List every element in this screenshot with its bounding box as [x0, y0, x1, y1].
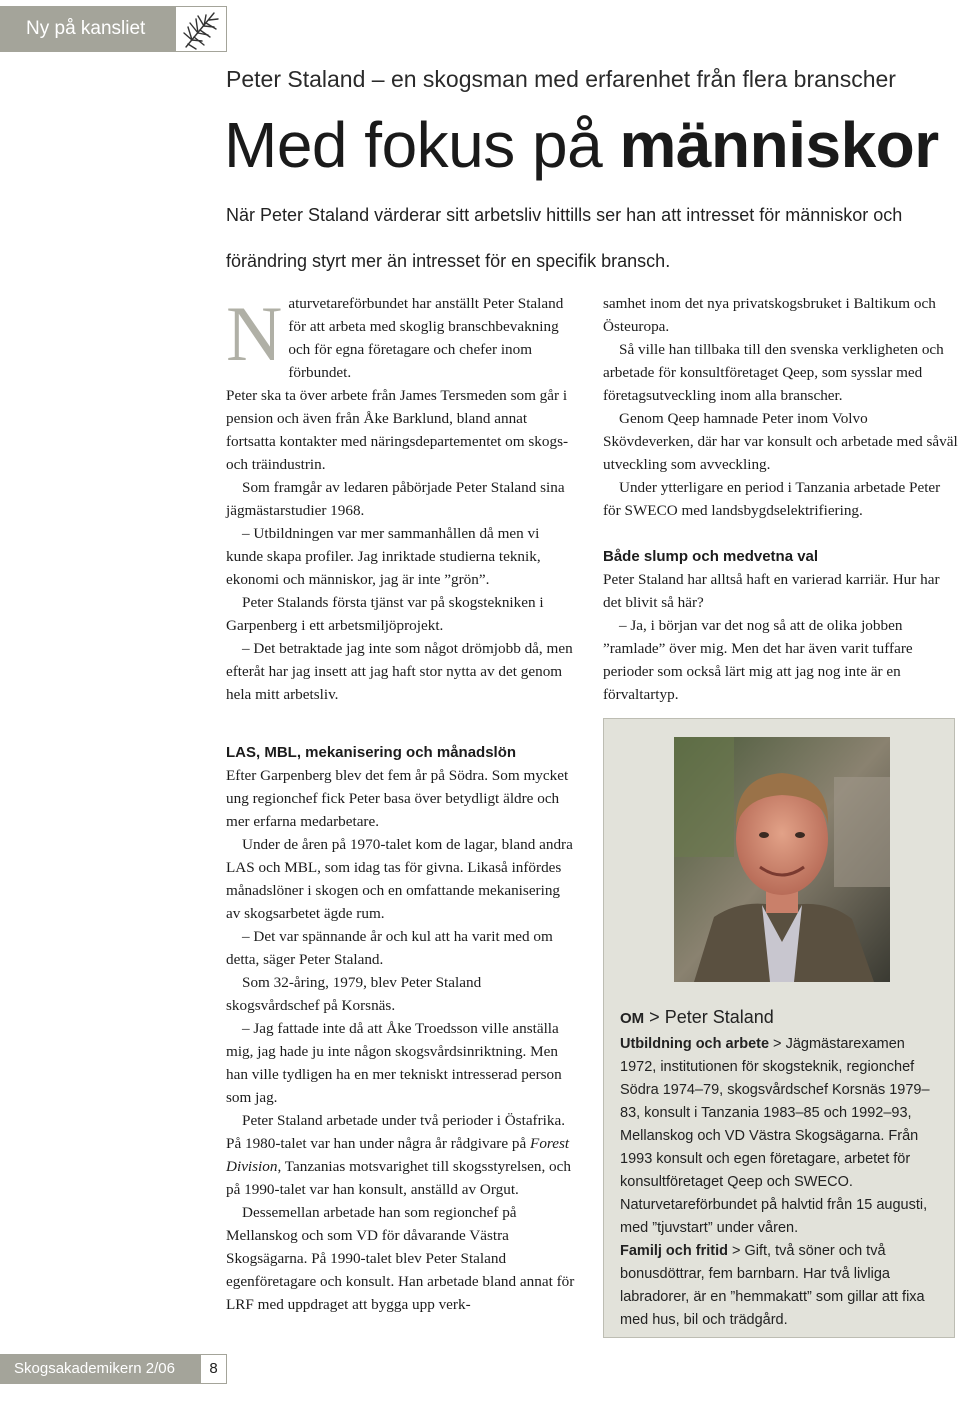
section-label: Ny på kansliet	[0, 6, 175, 52]
article-subtitle: Peter Staland – en skogsman med erfarenhet från flera branscher	[226, 66, 896, 92]
article-ingress: När Peter Staland värderar sitt arbetsliv hittills ser han att intresset för människor och förändring styrt mer än intresset för en specifik bransch.	[226, 205, 903, 271]
fact-text: Jägmästarexamen 1972, institutionen för skogsteknik, regionchef Södra 1974–79, skogsvårdschef Korsnäs 1979–83, konsult i Tanzania 1983–85 och 1992–93, Mellanskog och VD Västra Skogsägarna. Från 1993 konsult och egen företagare, arbetet för konsultföretaget Qeep och SWECO. Naturvetareförbundet på halvtid från 15 augusti, med ”tjuvstart” under våren.	[620, 1036, 930, 1236]
headline-bold: människor	[619, 109, 939, 181]
paragraph: – Ja, i början var det nog så att de olika jobben ”ramlade” över mig. Men det har även varit tuffare perioder som också lärt mig att jag nog inte är en förvaltartyp.	[603, 617, 913, 703]
paragraph: Peter Stalands första tjänst var på skogstekniken i Garpenberg i ett arbetsmiljöprojekt.	[226, 594, 544, 634]
article-headline	[224, 108, 939, 182]
paragraph: Så ville han tillbaka till den svenska verkligheten och arbetade för konsultföretaget Qeep, som sysslar med företagsutveckling inom alla branscher.	[603, 341, 944, 404]
section-heading: Både slump och medvetna val	[603, 548, 819, 565]
paragraph: – Jag fattade inte då att Åke Troedsson ville anställa mig, jag hade ju inte någon skogsvårdsinriktning. Men han ville tydligen ha en mer tekniskt intresserad person som jag.	[226, 1020, 562, 1106]
paragraph: – Utbildningen var mer sammanhållen då men vi kunde skapa profiler. Jag inriktade studierna teknik, ekonomi och människor, jag är inte ”grön”.	[226, 525, 541, 588]
paragraph: Efter Garpenberg blev det fem år på Södra. Som mycket ung regionchef fick Peter basa över betydligt äldre och mer erfarna medarbetare.	[226, 767, 569, 830]
text-run: , Tanzanias motsvarighet till skogsstyrelsen, och på 1990-talet var han konsult, anställd av Orgut.	[226, 1158, 571, 1198]
paragraph: Under de åren på 1970-talet kom de lagar, bland andra LAS och MBL, som idag tas för givna. Likaså infördes månadslöner i skogen och en omfattande mekanisering av skogsarbetet ägde rum.	[226, 836, 573, 922]
drop-cap: N	[226, 290, 283, 377]
body-column-2	[226, 730, 578, 1316]
paragraph: – Det betraktade jag inte som något drömjobb då, men efteråt har jag insett att jag haft stor nytta av det genom hela mitt arbetsliv.	[226, 640, 573, 703]
paragraph: Som 32-åring, 1979, blev Peter Staland skogsvårdschef på Korsnäs.	[226, 974, 482, 1014]
fact-box	[620, 1005, 940, 1332]
fact-person-name: Peter Staland	[664, 1007, 774, 1027]
separator: >	[769, 1036, 786, 1052]
page-number: 8	[200, 1354, 227, 1384]
journal-name: Skogsakademikern 2/06	[0, 1354, 200, 1384]
profile-panel	[603, 718, 955, 1338]
paragraph: Dessemellan arbetade han som regionchef på Mellanskog och som VD för dåvarande Västra Skogsägarna. På 1990-talet blev Peter Staland egenföretagare och konsult. Han arbetade bland annat för LRF med uppdraget att bygga upp verk-	[226, 1204, 575, 1313]
body-column-1	[226, 292, 578, 706]
italic-term: Forest Division	[226, 1135, 570, 1175]
paragraph: Genom Qeep hamnade Peter inom Volvo Skövdeverken, där har var konsult och arbetade med såväl utveckling som avveckling.	[603, 410, 958, 473]
fact-title	[620, 1005, 940, 1031]
fact-text: Gift, två söner och två bonusdöttrar, fem barnbarn. Har två livliga labradorer, är en ”hemmakatt” som gillar att fixa med hus, bil och trädgård.	[620, 1243, 925, 1328]
separator: >	[644, 1007, 665, 1027]
paragraph: Peter ska ta över arbete från James Tersmeden som går i pension och även från Åke Barklund, bland annat fortsatta kontakter med näringsdepartementet om skogs- och träindustrin.	[226, 387, 569, 473]
fact-label: Familj och fritid	[620, 1243, 728, 1259]
section-heading: LAS, MBL, mekanisering och månadslön	[226, 744, 517, 761]
om-label: OM	[620, 1010, 645, 1027]
paragraph: samhet inom det nya privatskogsbruket i Baltikum och Östeuropa.	[603, 295, 936, 335]
portrait-photo	[674, 737, 890, 982]
paragraph: Under ytterligare en period i Tanzania arbetade Peter för SWECO med landsbygdselektrifiering.	[603, 479, 941, 519]
paragraph	[226, 1109, 578, 1201]
text-run: Peter Staland arbetade under två perioder i Östafrika. På 1980-talet var han under några år rådgivare på	[226, 1112, 566, 1152]
paragraph: Som framgår av ledaren påbörjade Peter Staland sina jägmästarstudier 1968.	[226, 479, 565, 519]
separator: >	[727, 1243, 745, 1259]
fact-label: Utbildning och arbete	[620, 1036, 770, 1052]
fact-family	[620, 1240, 940, 1332]
body-column-3	[603, 292, 958, 706]
paragraph: – Det var spännande år och kul att ha varit med om detta, säger Peter Staland.	[226, 928, 553, 968]
fact-education	[620, 1033, 940, 1240]
paragraph: Peter Staland har alltså haft en varierad karriär. Hur har det blivit så här?	[603, 571, 940, 611]
pine-branch-icon	[175, 6, 227, 52]
headline-light: Med fokus på	[224, 109, 620, 181]
paragraph: aturvetareförbundet har anställt Peter Staland för att arbeta med skoglig branschbevakning och för egna företagare och chefer inom förbundet.	[288, 295, 564, 381]
